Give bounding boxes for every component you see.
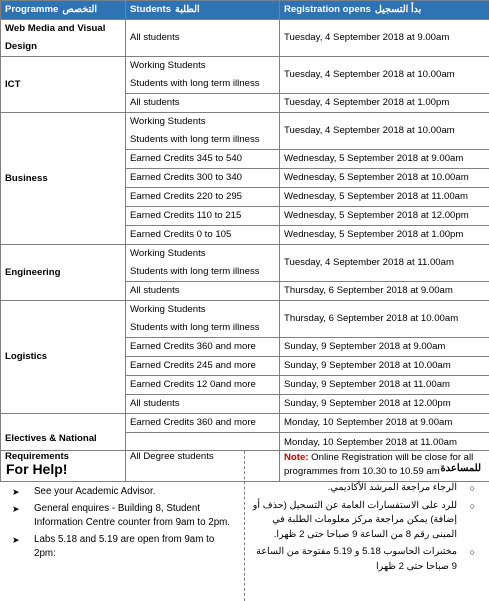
header-students [126, 1, 280, 20]
registration-cell: Tuesday, 4 September 2018 at 1.00pm [280, 94, 489, 113]
circle-bullet-icon: ○ [470, 499, 475, 514]
help-title: For Help! [6, 461, 67, 477]
registration-cell: Sunday, 9 September 2018 at 11.00am [280, 376, 489, 395]
header-registration [280, 1, 489, 20]
help-item-text: General enquires - Building 8, Student Information Centre counter from 9am to 2pm. [34, 503, 230, 529]
header-students-ar: الطلبة [175, 4, 200, 15]
help-list [6, 485, 238, 564]
students-cell [126, 338, 280, 357]
help-english-panel [0, 451, 245, 601]
registration-cell: Sunday, 9 September 2018 at 10.00am [280, 357, 489, 376]
programme-cell: Web Media and Visual Design [1, 20, 126, 57]
help-section [0, 450, 489, 601]
students-line: Earned Credits 360 and more [130, 338, 275, 356]
table-row [1, 57, 489, 94]
help-item-ar-text: للرد على الاستفسارات العامة عن التسجيل (حذف أو إضافة) يمكن مراجعة مركز معلومات الطلبة في المبنى رقم 8 من الساعة 9 صباحا حتى 2 ظهرا. [253, 500, 457, 540]
students-cell [126, 150, 280, 169]
students-line: Earned Credits 360 and more [130, 414, 275, 432]
registration-cell: Wednesday, 5 September 2018 at 10.00am [280, 169, 489, 188]
registration-cell: Tuesday, 4 September 2018 at 10.00am [280, 57, 489, 94]
registration-cell: Tuesday, 4 September 2018 at 9.00am [280, 20, 489, 57]
registration-cell: Tuesday, 4 September 2018 at 10.00am [280, 113, 489, 150]
table-row [1, 245, 489, 282]
registration-cell: Wednesday, 5 September 2018 at 12.00pm [280, 207, 489, 226]
arrow-bullet-icon: ➤ [12, 502, 20, 517]
students-cell [126, 301, 280, 338]
help-item-text: See your Academic Advisor. [34, 486, 155, 497]
help-arabic-panel [246, 451, 481, 601]
arrow-bullet-icon: ➤ [12, 485, 20, 500]
students-line: All students [130, 29, 275, 47]
help-title-ar: للمساعدة [440, 463, 481, 474]
help-item [6, 485, 238, 500]
students-cell [126, 245, 280, 282]
students-line: Working Students [130, 113, 275, 131]
students-line: Working Students [130, 57, 275, 75]
header-programme-ar: التخصص [62, 4, 97, 15]
table-header-row [1, 1, 489, 20]
help-item [6, 502, 238, 531]
header-registration-en: Registration opens [284, 4, 371, 15]
students-line: Students with long term illness [130, 131, 275, 149]
help-item-ar [249, 499, 477, 543]
note-text: Online Registration will be close for all programmes from 10.30 to 10.59 am [284, 452, 473, 477]
registration-date: Monday, 10 September 2018 at 11.00am [284, 435, 485, 451]
table-row [1, 301, 489, 338]
registration-cell: Thursday, 6 September 2018 at 10.00am [280, 301, 489, 338]
students-cell [126, 226, 280, 245]
programme-cell-electives: Electives & National Requirements [1, 414, 126, 482]
help-item-text: Labs 5.18 and 5.19 are open from 9am to 2pm: [34, 534, 214, 560]
students-line: All Degree students [130, 448, 275, 466]
students-cell [126, 376, 280, 395]
help-item [6, 533, 238, 562]
header-registration-ar: بدأ التسجيل [375, 4, 421, 15]
note-label: Note: [284, 452, 309, 463]
students-line: All students [130, 94, 275, 112]
students-line: Earned Credits 12 0and more [130, 376, 275, 394]
registration-cell: Wednesday, 5 September 2018 at 1.00pm [280, 226, 489, 245]
programme-cell: Business [1, 113, 126, 245]
help-item-ar-text: الرجاء مراجعة المرشد الأكاديمي. [328, 482, 457, 493]
students-cell [126, 282, 280, 301]
header-programme-en: Programme [5, 4, 58, 15]
registration-date: Monday, 10 September 2018 at 9.00am [284, 414, 485, 432]
programme-cell: ICT [1, 57, 126, 113]
students-line: Earned Credits 345 to 540 [130, 150, 275, 168]
registration-cell: Wednesday, 5 September 2018 at 11.00am [280, 188, 489, 207]
registration-cell: Thursday, 6 September 2018 at 9.00am [280, 282, 489, 301]
programme-cell: Logistics [1, 301, 126, 414]
students-cell [126, 169, 280, 188]
students-cell [126, 57, 280, 94]
circle-bullet-icon: ○ [470, 481, 475, 496]
header-programme [1, 1, 126, 20]
help-item-ar [249, 481, 477, 496]
students-cell [126, 207, 280, 226]
header-students-en: Students [130, 4, 171, 15]
students-line: Earned Credits 0 to 105 [130, 226, 275, 244]
students-cell [126, 395, 280, 414]
students-line: Students with long term illness [130, 263, 275, 281]
students-line: Earned Credits 245 and more [130, 357, 275, 375]
students-line: Students with long term illness [130, 75, 275, 93]
students-line: Students with long term illness [130, 319, 275, 337]
students-line: Earned Credits 220 to 295 [130, 188, 275, 206]
help-item-ar [249, 545, 477, 574]
students-line: Earned Credits 300 to 340 [130, 169, 275, 187]
programme-cell: Engineering [1, 245, 126, 301]
students-cell [126, 20, 280, 57]
table-row-electives [1, 414, 489, 433]
students-cell [126, 188, 280, 207]
registration-cell: Wednesday, 5 September 2018 at 9.00am [280, 150, 489, 169]
help-list-ar [249, 481, 477, 577]
registration-cell: Sunday, 9 September 2018 at 12.00pm [280, 395, 489, 414]
students-cell [126, 357, 280, 376]
students-cell [126, 414, 280, 433]
table-row [1, 20, 489, 57]
students-line: All students [130, 395, 275, 413]
students-line: All students [130, 282, 275, 300]
registration-cell: Sunday, 9 September 2018 at 9.00am [280, 338, 489, 357]
help-item-ar-text: مختبرات الحاسوب 5.18 و 5.19 مفتوحة من الساعة 9 صباحا حتى 2 ظهرا [256, 546, 457, 572]
table-row [1, 113, 489, 150]
registration-cell [280, 414, 489, 433]
arrow-bullet-icon: ➤ [12, 533, 20, 548]
students-cell [126, 113, 280, 150]
registration-cell: Tuesday, 4 September 2018 at 11.00am [280, 245, 489, 282]
circle-bullet-icon: ○ [470, 545, 475, 560]
students-line: Earned Credits 110 to 215 [130, 207, 275, 225]
students-line: Working Students [130, 245, 275, 263]
students-cell [126, 94, 280, 113]
students-line: Working Students [130, 301, 275, 319]
